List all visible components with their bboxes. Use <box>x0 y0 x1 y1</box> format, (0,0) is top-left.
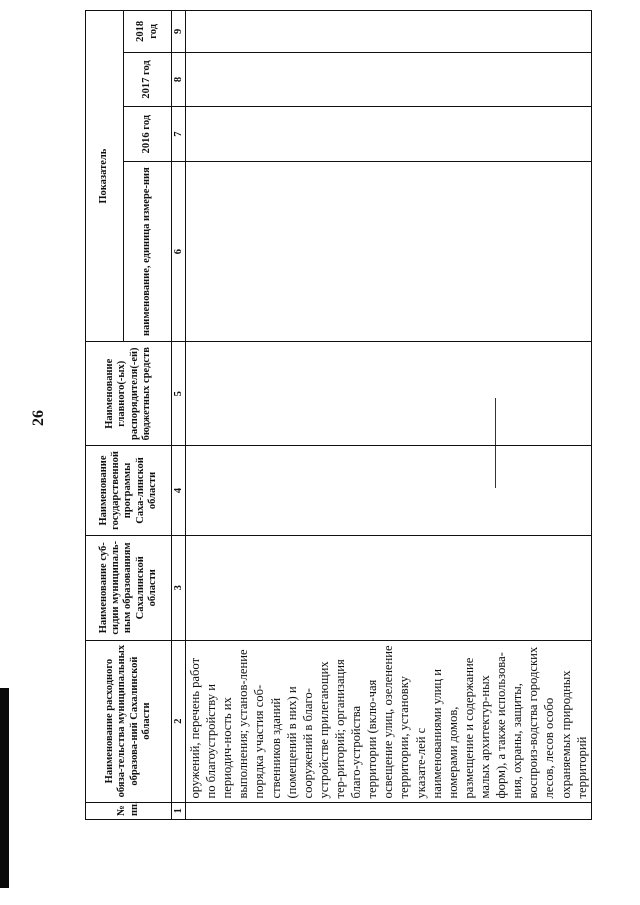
col-number-3: 3 <box>172 535 186 640</box>
indicators-table <box>85 10 592 820</box>
header-year-2016: 2016 год <box>124 107 172 162</box>
header-year-2017: 2017 год <box>124 52 172 107</box>
header-number: № пп. <box>86 802 172 819</box>
col-number-2: 2 <box>172 640 186 802</box>
page-number: 26 <box>30 410 47 426</box>
rotated-table-container <box>85 10 589 820</box>
header-obligation: Наименование расходного обяза-тельства муниципальных образова-ний Сахалинской области <box>86 640 172 802</box>
cell-distributor <box>186 342 592 446</box>
col-number-1: 1 <box>172 802 186 819</box>
cell-2016 <box>186 107 592 162</box>
col-number-7: 7 <box>172 107 186 162</box>
header-indicator-name: наименование, единица измере-ния <box>124 161 172 341</box>
cell-2018 <box>186 11 592 53</box>
header-distributor: Наименование главного(-ых) распорядителя(-ей) бюджетных средств <box>86 342 172 446</box>
cell-obligation-text: оружений, перечень работ по благоустройству и периодич-ность их выполнения; установ-ление порядка участия соб-ственников зданий (помещений в них) и сооружений в благо-устройстве прилегающих тер-риторий; организация благо-устройства территории (вклю-чая освещение улиц, озеленение территории, установку указате-лей с наименованиями улиц и номерами домов, размещение и содержание малых архитектур-ных форм), а также использова-ния, охраны, защиты, воспроиз-водства городских лесов, лесов особо охраняемых природных территорий <box>186 640 592 802</box>
header-indicator-group: Показатель <box>86 11 124 342</box>
scan-edge-shadow <box>0 688 9 888</box>
cell-program <box>186 446 592 536</box>
cell-indicator-name <box>186 161 592 341</box>
col-number-5: 5 <box>172 342 186 446</box>
col-number-4: 4 <box>172 446 186 536</box>
col-number-9: 9 <box>172 11 186 53</box>
header-subsidy: Наименование суб-сидии муниципаль-ным образованиям Сахалинской области <box>86 535 172 640</box>
cell-2017 <box>186 52 592 107</box>
header-program: Наименование государственной программы Саха-линской области <box>86 446 172 536</box>
cell-subsidy <box>186 535 592 640</box>
col-number-8: 8 <box>172 52 186 107</box>
col-number-6: 6 <box>172 161 186 341</box>
header-year-2018: 2018 год <box>124 11 172 53</box>
cell-number <box>186 802 592 819</box>
